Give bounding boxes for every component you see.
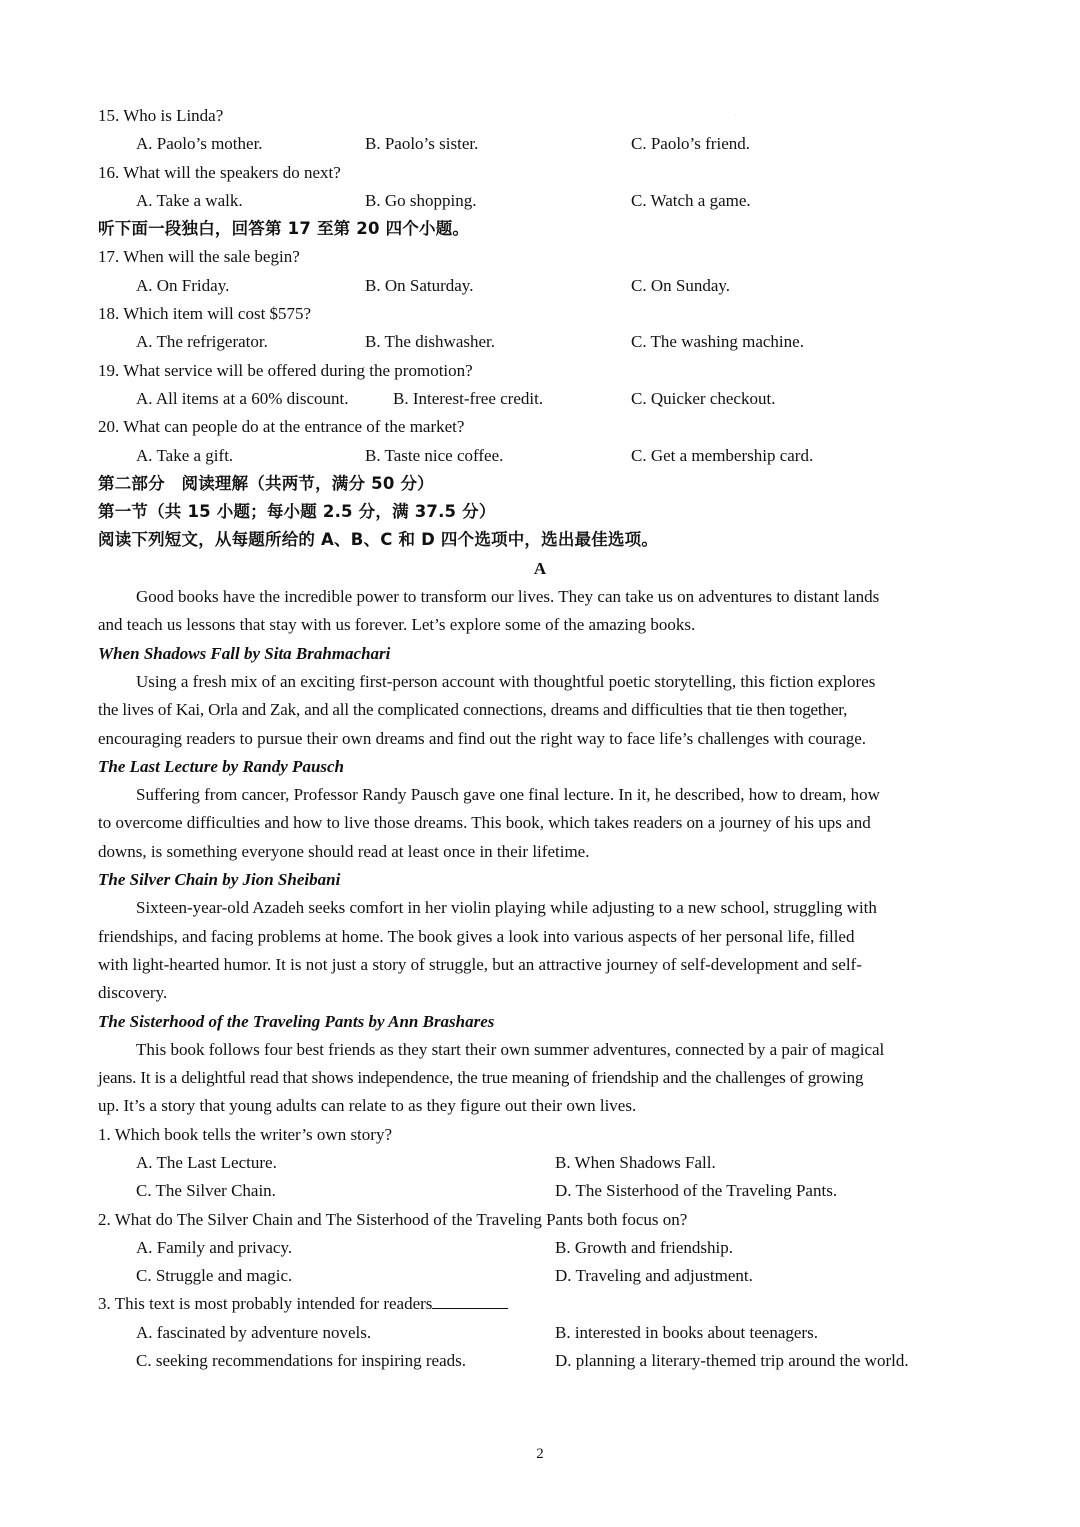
option-c: C. Quicker checkout. — [631, 388, 776, 408]
options-r3-row1 — [98, 1319, 982, 1347]
page-content — [98, 102, 982, 1375]
option-c: C. The washing machine. — [631, 332, 804, 352]
book-text-line: downs, is something everyone should read at least once in their lifetime. — [98, 841, 590, 861]
book-title: The Sisterhood of the Traveling Pants by Ann Brashares — [98, 1011, 495, 1031]
option-b: B. Paolo’s sister. — [365, 134, 479, 154]
option-a: A. Family and privacy. — [136, 1237, 293, 1257]
question-15: 15. Who is Linda? — [98, 106, 224, 125]
question-18: 18. Which item will cost $575? — [98, 304, 312, 324]
options-17 — [98, 272, 982, 300]
option-c: C. The Silver Chain. — [136, 1181, 276, 1201]
part2-heading: 第二部分 阅读理解（共两节，满分 50 分） — [98, 473, 434, 493]
book-text-line: discovery. — [98, 983, 168, 1003]
book-text-line: Suffering from cancer, Professor Randy Pausch gave one final lecture. In it, he described, how to dream, how — [136, 785, 880, 805]
book-text-line: to overcome difficulties and how to live those dreams. This book, which takes readers on a journey of his ups and — [98, 813, 871, 833]
options-15 — [98, 130, 982, 158]
options-r2-row1 — [98, 1234, 982, 1262]
option-c: C. Get a membership card. — [631, 445, 814, 465]
passage-label: A — [533, 558, 547, 578]
book-text-line: This book follows four best friends as they start their own summer adventures, connected by a pair of magical — [136, 1039, 885, 1059]
book-text-line: jeans. It is a delightful read that shows independence, the true meaning of friendship and the challenges of growing — [98, 1068, 864, 1088]
option-a: A. Take a gift. — [136, 445, 234, 465]
book-text-line: friendships, and facing problems at home. The book gives a look into various aspects of her personal life, filled — [98, 926, 855, 946]
intro-line: and teach us lessons that stay with us forever. Let’s explore some of the amazing books. — [98, 615, 696, 635]
option-d: D. The Sisterhood of the Traveling Pants. — [555, 1181, 838, 1201]
options-r1-row2 — [98, 1177, 982, 1205]
book-text-line: Using a fresh mix of an exciting first-person account with thoughtful poetic storytelling, this fiction explores — [136, 671, 876, 691]
book-text-line: encouraging readers to pursue their own dreams and find out the right way to face life’s challenges with courage. — [98, 728, 867, 748]
option-c: C. On Sunday. — [631, 275, 731, 295]
answer-blank — [432, 1290, 508, 1309]
option-b: B. Go shopping. — [365, 190, 477, 210]
option-b: B. When Shadows Fall. — [555, 1152, 716, 1172]
options-19 — [98, 385, 982, 413]
options-16 — [98, 187, 982, 215]
book-title: When Shadows Fall by Sita Brahmachari — [98, 643, 391, 663]
option-c: C. Struggle and magic. — [136, 1266, 293, 1286]
options-18 — [98, 328, 982, 356]
option-b: B. The dishwasher. — [365, 332, 496, 352]
reading-instruction: 阅读下列短文，从每题所给的 A、B、C 和 D 四个选项中，选出最佳选项。 — [98, 530, 659, 550]
book-title: The Last Lecture by Randy Pausch — [98, 756, 345, 776]
book-title: The Silver Chain by Jion Sheibani — [98, 870, 341, 890]
option-b: B. Interest-free credit. — [393, 388, 544, 408]
reading-question-1: 1. Which book tells the writer’s own story? — [98, 1124, 392, 1144]
option-d: D. planning a literary-themed trip around the world. — [555, 1351, 909, 1371]
option-a: A. The refrigerator. — [136, 332, 268, 352]
option-a: A. Take a walk. — [136, 190, 243, 210]
options-r3-row2 — [98, 1347, 982, 1375]
book-text-line: the lives of Kai, Orla and Zak, and all the complicated connections, dreams and difficulties that tie then together, — [98, 700, 848, 720]
reading-question-2: 2. What do The Silver Chain and The Sisterhood of the Traveling Pants both focus on? — [98, 1209, 688, 1229]
intro-line: Good books have the incredible power to transform our lives. They can take us on adventures to distant lands — [136, 587, 880, 607]
question-17: 17. When will the sale begin? — [98, 247, 300, 267]
page-number: 2 — [536, 1446, 544, 1462]
book-text-line: Sixteen-year-old Azadeh seeks comfort in her violin playing while adjusting to a new school, struggling with — [136, 898, 877, 918]
option-b: B. interested in books about teenagers. — [555, 1322, 818, 1342]
book-text-line: up. It’s a story that young adults can relate to as they figure out their own lives. — [98, 1096, 637, 1116]
option-a: A. fascinated by adventure novels. — [136, 1322, 372, 1342]
option-a: A. Paolo’s mother. — [136, 134, 263, 154]
option-d: D. Traveling and adjustment. — [555, 1266, 753, 1286]
instruction-17-20: 听下面一段独白，回答第 17 至第 20 四个小题。 — [98, 219, 470, 239]
options-r1-row1 — [98, 1149, 982, 1177]
reading-question-3 — [98, 1290, 982, 1318]
option-a: A. All items at a 60% discount. — [136, 388, 349, 408]
question-20: 20. What can people do at the entrance of the market? — [98, 417, 465, 437]
option-c: C. seeking recommendations for inspiring reads. — [136, 1351, 467, 1371]
option-a: A. The Last Lecture. — [136, 1152, 277, 1172]
option-b: B. Taste nice coffee. — [365, 445, 504, 465]
options-r2-row2 — [98, 1262, 982, 1290]
option-b: B. On Saturday. — [365, 275, 474, 295]
question-16: 16. What will the speakers do next? — [98, 162, 341, 182]
scan-speck: · — [734, 113, 736, 119]
book-text-line: with light-hearted humor. It is not just a story of struggle, but an attractive journey of self-development and self- — [98, 954, 862, 974]
options-20 — [98, 442, 982, 470]
option-a: A. On Friday. — [136, 275, 230, 295]
section1-heading: 第一节（共 15 小题；每小题 2.5 分，满 37.5 分） — [98, 502, 496, 522]
option-c: C. Paolo’s friend. — [631, 134, 750, 154]
question-19: 19. What service will be offered during the promotion? — [98, 360, 473, 380]
option-c: C. Watch a game. — [631, 190, 751, 210]
option-b: B. Growth and friendship. — [555, 1237, 734, 1257]
question-text: 3. This text is most probably intended for readers — [98, 1294, 433, 1314]
